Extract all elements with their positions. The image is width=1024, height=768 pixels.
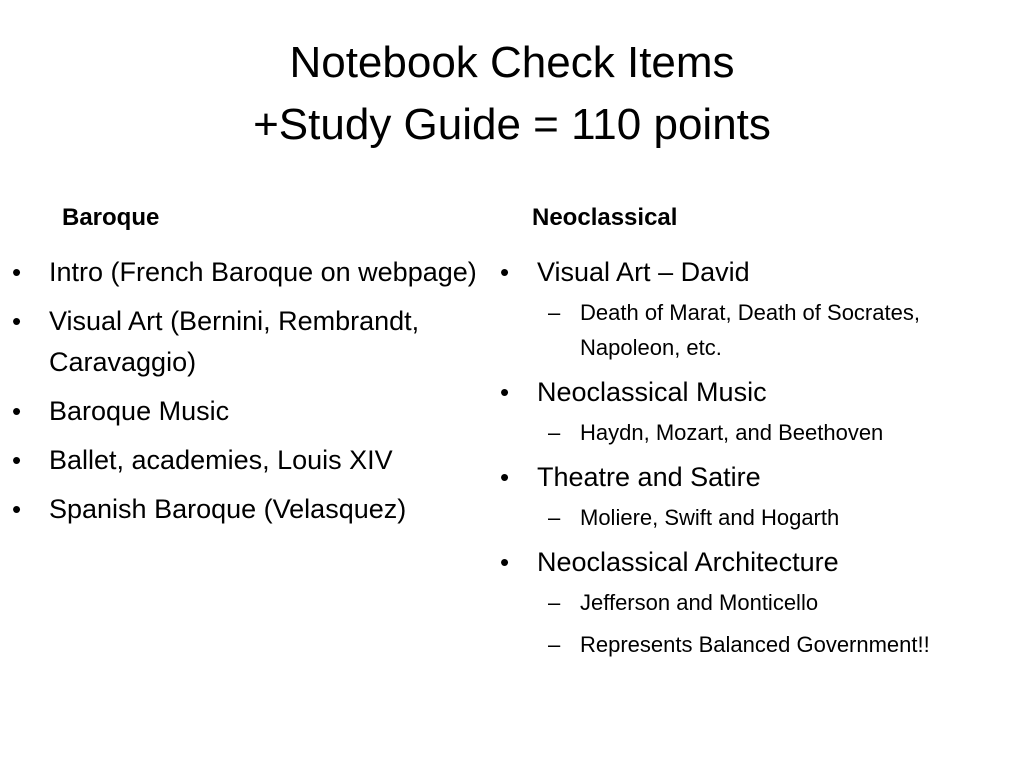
title-line-1: Notebook Check Items: [289, 38, 735, 87]
sub-list-item: [494, 500, 1019, 535]
sub-list-item-text: Represents Balanced Government!!: [580, 632, 930, 657]
list-item-text: Ballet, academies, Louis XIV: [49, 445, 393, 475]
dash-icon: –: [548, 632, 561, 657]
list-item-text: Baroque Music: [49, 396, 230, 426]
neoclassical-heading: Neoclassical: [532, 204, 678, 231]
list-item: [494, 372, 1019, 413]
sub-list-item-text: Haydn, Mozart, and Beethoven: [580, 420, 884, 445]
list-item: [494, 252, 1019, 293]
sub-list-item: [494, 295, 1019, 365]
list-item-text: Neoclassical Architecture: [537, 547, 839, 577]
bullet-icon: •: [12, 257, 22, 287]
neoclassical-list: [494, 252, 1019, 669]
list-item-text: Visual Art (Bernini, Rembrandt, Caravaggio): [49, 306, 420, 377]
slide-title: [0, 32, 1024, 156]
list-item: [6, 440, 496, 481]
list-item-text: Intro (French Baroque on webpage): [49, 257, 477, 287]
baroque-list: [6, 252, 496, 538]
dash-icon: –: [548, 590, 561, 615]
list-item: [6, 391, 496, 432]
list-item-text: Neoclassical Music: [537, 377, 767, 407]
title-line-2: +Study Guide = 110 points: [253, 100, 771, 149]
bullet-icon: •: [12, 306, 22, 336]
dash-icon: –: [548, 420, 561, 445]
list-item-text: Theatre and Satire: [537, 462, 761, 492]
dash-icon: –: [548, 505, 561, 530]
bullet-icon: •: [500, 257, 510, 287]
sub-list-item-text: Death of Marat, Death of Socrates, Napoleon, etc.: [580, 300, 920, 360]
list-item: [494, 457, 1019, 498]
sub-list-item-text: Moliere, Swift and Hogarth: [580, 505, 840, 530]
list-item-text: Spanish Baroque (Velasquez): [49, 494, 407, 524]
bullet-icon: •: [500, 547, 510, 577]
sub-list-item-text: Jefferson and Monticello: [580, 590, 819, 615]
list-item: [6, 489, 496, 530]
sub-list-item: [494, 627, 1019, 662]
list-item: [494, 542, 1019, 583]
dash-icon: –: [548, 300, 561, 325]
baroque-heading: Baroque: [62, 204, 160, 231]
sub-list-item: [494, 585, 1019, 620]
list-item: [6, 301, 496, 383]
bullet-icon: •: [12, 445, 22, 475]
list-item: [6, 252, 496, 293]
bullet-icon: •: [12, 396, 22, 426]
list-item-text: Visual Art – David: [537, 257, 750, 287]
bullet-icon: •: [500, 462, 510, 492]
bullet-icon: •: [12, 494, 22, 524]
bullet-icon: •: [500, 377, 510, 407]
sub-list-item: [494, 415, 1019, 450]
